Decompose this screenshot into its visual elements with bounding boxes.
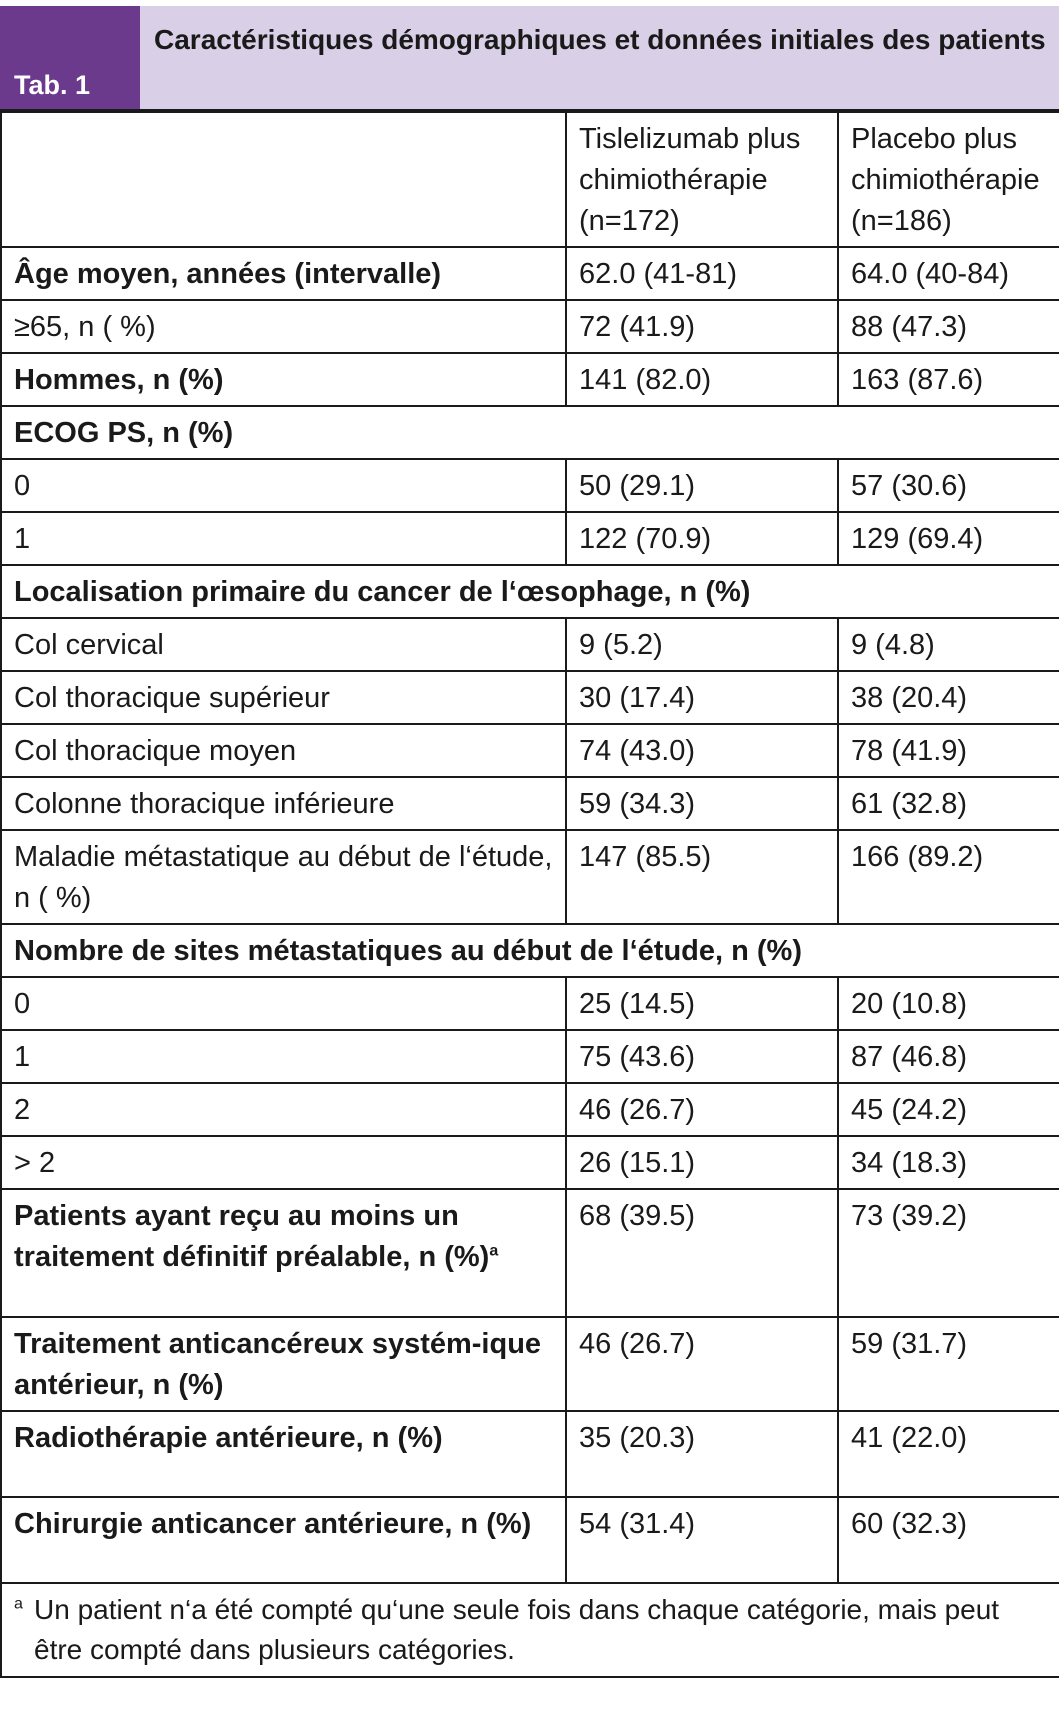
placebo-value: 166 (89.2)	[838, 830, 1059, 924]
placebo-value: 129 (69.4)	[838, 512, 1059, 565]
column-header-row	[1, 112, 1059, 247]
table-row	[1, 353, 1059, 406]
tislelizumab-value: 9 (5.2)	[566, 618, 838, 671]
row-label	[1, 618, 566, 671]
row-label-text: 2	[14, 1094, 31, 1126]
row-label-text: Maladie métastatique au début de l‘étude, n ( %)	[14, 841, 553, 914]
placebo-value: 45 (24.2)	[838, 1083, 1059, 1136]
placebo-value: 59 (31.7)	[838, 1317, 1059, 1411]
row-label	[1, 1030, 566, 1083]
section-row	[1, 924, 1059, 977]
row-label	[1, 977, 566, 1030]
table-row	[1, 1317, 1059, 1411]
table-row	[1, 618, 1059, 671]
row-label-text: Col thoracique supérieur	[14, 682, 330, 714]
placebo-value: 163 (87.6)	[838, 353, 1059, 406]
row-label-text: Hommes, n (%)	[14, 364, 224, 396]
column-header-1: Tislelizumab plus chimiothérapie (n=172)	[566, 112, 838, 247]
table-row	[1, 777, 1059, 830]
footnote-row	[1, 1583, 1059, 1677]
tislelizumab-value: 35 (20.3)	[566, 1411, 838, 1497]
table-row	[1, 1083, 1059, 1136]
placebo-value: 78 (41.9)	[838, 724, 1059, 777]
table-row	[1, 1136, 1059, 1189]
column-header-2: Placebo plus chimiothérapie (n=186)	[838, 112, 1059, 247]
tislelizumab-value: 46 (26.7)	[566, 1317, 838, 1411]
row-label-text: Traitement anticancéreux systém-ique antérieur, n (%)	[14, 1328, 542, 1401]
placebo-value: 41 (22.0)	[838, 1411, 1059, 1497]
section-label: ECOG PS, n (%)	[1, 406, 1059, 459]
placebo-value: 60 (32.3)	[838, 1497, 1059, 1583]
footnote-text: Un patient n‘a été compté qu‘une seule fois dans chaque catégorie, mais peut être compté dans plusieurs catégories.	[34, 1594, 1000, 1665]
tislelizumab-value: 59 (34.3)	[566, 777, 838, 830]
section-row	[1, 565, 1059, 618]
footnote-reference: a	[489, 1242, 499, 1260]
table-row	[1, 459, 1059, 512]
footnote-mark	[14, 1590, 34, 1670]
placebo-value: 73 (39.2)	[838, 1189, 1059, 1317]
row-label	[1, 1497, 566, 1583]
tislelizumab-value: 26 (15.1)	[566, 1136, 838, 1189]
placebo-value: 38 (20.4)	[838, 671, 1059, 724]
placebo-value: 34 (18.3)	[838, 1136, 1059, 1189]
row-label-text: ≥65, n ( %)	[14, 311, 156, 343]
table-row	[1, 512, 1059, 565]
placebo-value: 57 (30.6)	[838, 459, 1059, 512]
tislelizumab-value: 74 (43.0)	[566, 724, 838, 777]
row-label	[1, 724, 566, 777]
placebo-value: 64.0 (40-84)	[838, 247, 1059, 300]
table-title: Caractéristiques démographiques et données initiales des patients	[154, 24, 1046, 55]
section-label: Nombre de sites métastatiques au début de l‘étude, n (%)	[1, 924, 1059, 977]
placebo-value: 88 (47.3)	[838, 300, 1059, 353]
table-row	[1, 671, 1059, 724]
row-label	[1, 1317, 566, 1411]
row-label-text: Chirurgie anticancer antérieure, n (%)	[14, 1508, 532, 1540]
table-container	[0, 6, 1059, 1678]
row-label-text: Colonne thoracique inférieure	[14, 788, 395, 820]
row-label	[1, 300, 566, 353]
section-row	[1, 406, 1059, 459]
tab-label: Tab. 1	[0, 6, 140, 109]
table-row	[1, 1497, 1059, 1583]
footnote-cell	[1, 1583, 1059, 1677]
section-label: Localisation primaire du cancer de l‘œsophage, n (%)	[1, 565, 1059, 618]
table-row	[1, 1189, 1059, 1317]
placebo-value: 87 (46.8)	[838, 1030, 1059, 1083]
footnote	[14, 1590, 1049, 1670]
row-label-text: Âge moyen, années (intervalle)	[14, 258, 442, 290]
row-label	[1, 247, 566, 300]
table-row	[1, 724, 1059, 777]
table-row	[1, 1030, 1059, 1083]
row-label-text: 1	[14, 523, 31, 555]
tislelizumab-value: 75 (43.6)	[566, 1030, 838, 1083]
row-label	[1, 1189, 566, 1317]
row-label	[1, 1083, 566, 1136]
row-label	[1, 459, 566, 512]
table-row	[1, 1411, 1059, 1497]
table-row	[1, 977, 1059, 1030]
tislelizumab-value: 62.0 (41-81)	[566, 247, 838, 300]
row-label	[1, 512, 566, 565]
row-label-text: 0	[14, 988, 31, 1020]
tislelizumab-value: 141 (82.0)	[566, 353, 838, 406]
table-header	[0, 6, 1059, 111]
table-row	[1, 300, 1059, 353]
tislelizumab-value: 72 (41.9)	[566, 300, 838, 353]
table-row	[1, 830, 1059, 924]
column-header-0	[1, 112, 566, 247]
row-label	[1, 777, 566, 830]
placebo-value: 9 (4.8)	[838, 618, 1059, 671]
placebo-value: 20 (10.8)	[838, 977, 1059, 1030]
row-label-text: Col cervical	[14, 629, 164, 661]
tislelizumab-value: 147 (85.5)	[566, 830, 838, 924]
row-label-text: Patients ayant reçu au moins un traitement définitif préalable, n (%)	[14, 1200, 490, 1273]
row-label-text: Radiothérapie antérieure, n (%)	[14, 1422, 443, 1454]
tislelizumab-value: 68 (39.5)	[566, 1189, 838, 1317]
tislelizumab-value: 30 (17.4)	[566, 671, 838, 724]
tislelizumab-value: 46 (26.7)	[566, 1083, 838, 1136]
tislelizumab-value: 50 (29.1)	[566, 459, 838, 512]
tislelizumab-value: 122 (70.9)	[566, 512, 838, 565]
row-label-text: Col thoracique moyen	[14, 735, 297, 767]
footnote-mark-sup: a	[14, 1595, 23, 1613]
tislelizumab-value: 25 (14.5)	[566, 977, 838, 1030]
row-label	[1, 1136, 566, 1189]
tislelizumab-value: 54 (31.4)	[566, 1497, 838, 1583]
data-table	[0, 111, 1059, 1678]
row-label-text: 1	[14, 1041, 31, 1073]
row-label-text: 0	[14, 470, 31, 502]
row-label	[1, 830, 566, 924]
row-label	[1, 353, 566, 406]
row-label	[1, 671, 566, 724]
row-label	[1, 1411, 566, 1497]
table-row	[1, 247, 1059, 300]
row-label-text: > 2	[14, 1147, 56, 1179]
placebo-value: 61 (32.8)	[838, 777, 1059, 830]
